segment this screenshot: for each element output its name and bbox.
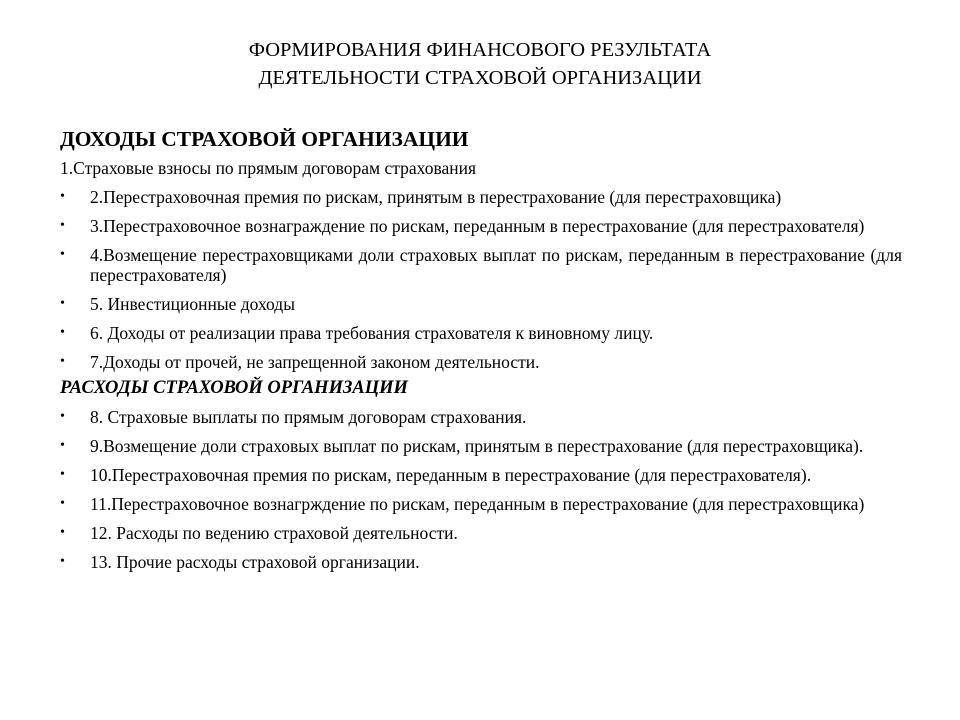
bullet-icon: •	[60, 467, 65, 482]
list-item: • 7.Доходы от прочей, не запрещенной законом деятельности.	[60, 352, 540, 372]
expenses-list	[60, 407, 902, 572]
list-item: • 4.Возмещение перестраховщиками доли страховых выплат по рискам, переданным в перестрахование (для перестрахователя)	[60, 245, 902, 285]
bullet-icon: •	[60, 438, 65, 453]
bullet-icon: •	[60, 496, 65, 511]
title-line-2: ДЕЯТЕЛЬНОСТИ СТРАХОВОЙ ОРГАНИЗАЦИИ	[258, 67, 702, 89]
bullet-icon: •	[60, 554, 65, 569]
list-item: • 2.Перестраховочная премия по рискам, принятым в перестрахование (для перестраховщика)	[60, 187, 782, 207]
list-item: • 9.Возмещение доли страховых выплат по рискам, принятым в перестрахование (для перестраховщика).	[60, 436, 864, 456]
bullet-icon: •	[60, 409, 65, 424]
bullet-icon: •	[60, 247, 65, 262]
income-item-1: 1.Страховые взносы по прямым договорам страхования	[60, 158, 477, 178]
list-item: • 13. Прочие расходы страховой организации.	[60, 552, 420, 572]
list-item: • 8. Страховые выплаты по прямым договорам страхования.	[60, 407, 527, 427]
list-item: • 6. Доходы от реализации права требования страхователя к виновному лицу.	[60, 323, 654, 343]
bullet-icon: •	[60, 218, 65, 233]
page-title	[0, 36, 960, 92]
bullet-icon: •	[60, 354, 65, 369]
bullet-icon: •	[60, 525, 65, 540]
list-item: • 3.Перестраховочное вознаграждение по рискам, переданным в перестрахование (для перестрахователя)	[60, 216, 865, 236]
income-list	[60, 187, 902, 372]
title-line-1: ФОРМИРОВАНИЯ ФИНАНСОВОГО РЕЗУЛЬТАТА	[248, 39, 712, 61]
list-item: • 10.Перестраховочная премия по рискам, переданным в перестрахование (для перестрахователя).	[60, 465, 812, 485]
bullet-icon: •	[60, 325, 65, 340]
list-item: • 12. Расходы по ведению страховой деятельности.	[60, 523, 458, 543]
bullet-icon: •	[60, 189, 65, 204]
slide-content	[60, 124, 902, 581]
bullet-icon: •	[60, 296, 65, 311]
list-item: • 5. Инвестиционные доходы	[60, 294, 295, 314]
expenses-heading: РАСХОДЫ СТРАХОВОЙ ОРГАНИЗАЦИИ	[60, 378, 408, 398]
income-heading: ДОХОДЫ СТРАХОВОЙ ОРГАНИЗАЦИИ	[60, 127, 469, 151]
list-item: • 11.Перестраховочное вознагрждение по рискам, переданным в перестрахование (для перестраховщика)	[60, 494, 865, 514]
